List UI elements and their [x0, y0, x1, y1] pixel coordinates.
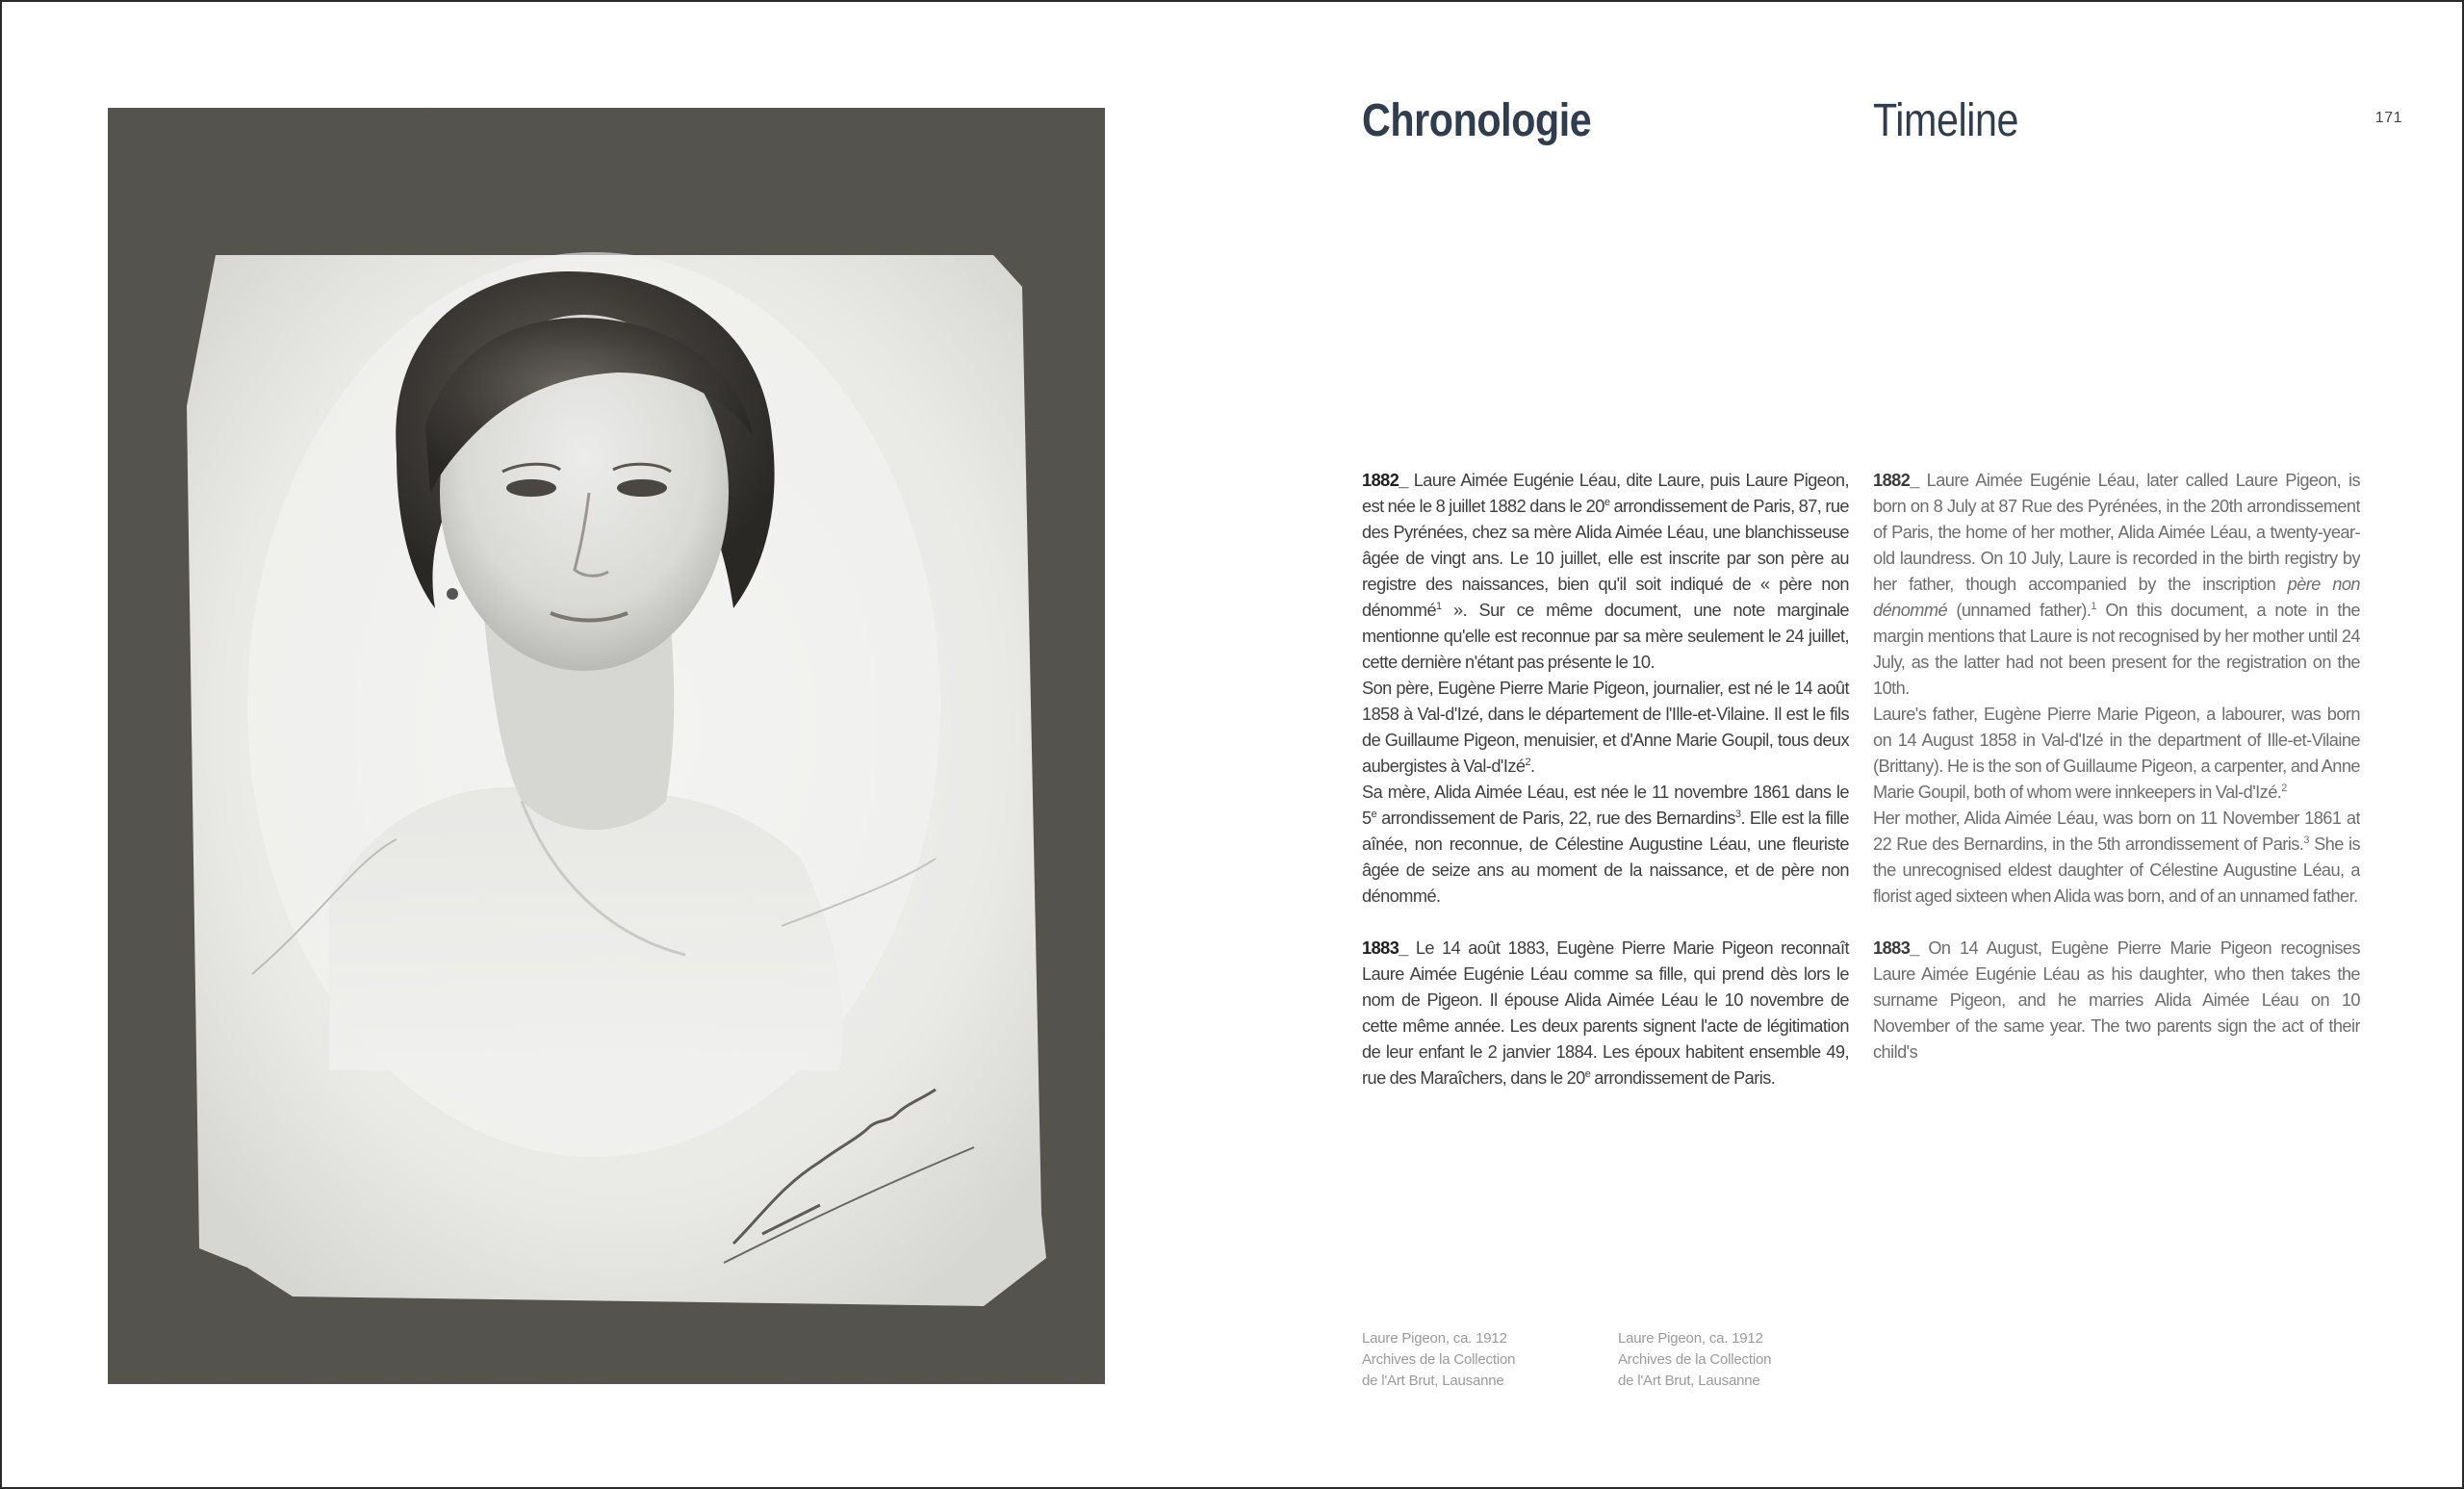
text-run: . Elle est la fille aînée, non reconnue, de Célestine Augustine Léau, une fleuriste âgée de seize ans au moment de la naissance, et de père non dénommé. — [1362, 809, 1849, 906]
footnote-ref: 2 — [1525, 757, 1531, 768]
photo-caption-english — [1618, 1328, 1849, 1392]
caption-line: Archives de la Collection — [1618, 1351, 1772, 1368]
paragraph-1883-en — [1873, 936, 2360, 1065]
text-column-french — [1362, 468, 1849, 1091]
text-run: On this document, a note in the margin mentions that Laure is not recognised by her mother until 24 July, as the latter had not been present for the registration on the 10th. — [1873, 601, 2360, 698]
italic-run: père non dénommé — [1873, 575, 2360, 620]
year-label: 1883_ — [1362, 938, 1408, 958]
text-run: Laure's father, Eugène Pierre Marie Pigeon, a labourer, was born on 14 August 1858 in Val-d'Izé in the department of Ille-et-Vilaine (Brittany). He is the son of Guillaume Pigeon, a carpenter, and Anne Marie Goupil, both of whom were innkeepers in Val-d'Izé. — [1873, 705, 2360, 802]
paragraph-father-fr — [1362, 676, 1849, 780]
year-label: 1882_ — [1873, 471, 1919, 490]
text-run: Son père, Eugène Pierre Marie Pigeon, journalier, est né le 14 août 1858 à Val-d'Izé, dans le département de l'Ille-et-Vilaine. Il est le fils de Guillaume Pigeon, menuisier, et d'Anne Marie Goupil, tous deux aubergistes à Val-d'Izé — [1362, 679, 1849, 776]
paragraph-father-en — [1873, 702, 2360, 806]
text-run: Le 14 août 1883, Eugène Pierre Marie Pigeon reconnaît Laure Aimée Eugénie Léau comme sa fille, qui prend dès lors le nom de Pigeon. Il épouse Alida Aimée Léau le 10 novembre de cette même année. Les deux parents signent l'acte de légitimation de leur enfant le 2 janvier 1884. Les époux habitent ensemble 49, rue des Maraîchers, dans le 20 — [1362, 938, 1849, 1088]
caption-line: de l'Art Brut, Lausanne — [1362, 1373, 1504, 1389]
caption-line: Laure Pigeon, ca. 1912 — [1618, 1330, 1763, 1347]
footnote-ref: 3 — [2303, 834, 2309, 846]
text-run: Her mother, Alida Aimée Léau, was born on 11 November 1861 at 22 Rue des Bernardins, in the 5th arrondissement of Paris. — [1873, 809, 2360, 854]
text-run: Laure Aimée Eugénie Léau, later called Laure Pigeon, is born on 8 July at 87 Rue des Pyrénées, in the 20th arrondissement of Paris, the home of her mother, Alida Aimée Léau, a twenty-year-old laundress. On 10 July, Laure is recorded in the birth registry by her father, though accompanied by the inscription — [1873, 471, 2360, 594]
footnote-ref: 1 — [1436, 601, 1442, 612]
caption-line: Laure Pigeon, ca. 1912 — [1362, 1330, 1507, 1347]
caption-line: Archives de la Collection — [1362, 1351, 1516, 1368]
text-run: ». Sur ce même document, une note marginale mentionne qu'elle est reconnue par sa mère seulement le 24 juillet, cette dernière n'étant pas présente le 10. — [1362, 601, 1849, 672]
text-run: arrondissement de Paris, 22, rue des Bernardins — [1376, 809, 1735, 828]
portrait-photograph — [108, 108, 1105, 1384]
photo-caption-french — [1362, 1328, 1593, 1392]
text-run: Sa mère, Alida Aimée Léau, est née le 11 novembre 1861 dans le 5 — [1362, 783, 1849, 828]
paragraph-1882-fr — [1362, 468, 1849, 676]
title-english: Timeline — [1873, 95, 2019, 146]
footnote-ref: 3 — [1734, 809, 1741, 820]
caption-line: de l'Art Brut, Lausanne — [1618, 1373, 1760, 1389]
footnote-ref: 2 — [2281, 783, 2287, 794]
portrait-illustration — [108, 108, 1105, 1384]
text-column-english — [1873, 468, 2360, 1093]
paragraph-1883-fr — [1362, 936, 1849, 1091]
text-run: Laure Aimée Eugénie Léau, dite Laure, puis Laure Pigeon, est née le 8 juillet 1882 dans le 20 — [1362, 471, 1849, 516]
year-label: 1882_ — [1362, 471, 1408, 490]
page-number: 171 — [2374, 110, 2402, 126]
text-run: arrondissement de Paris. — [1590, 1068, 1776, 1088]
paragraph-mother-fr — [1362, 780, 1849, 910]
text-run: (unnamed father). — [1947, 601, 2092, 620]
footnote-ref: 1 — [2091, 601, 2096, 612]
paragraph-1882-en — [1873, 468, 2360, 702]
text-run: . — [1530, 757, 1535, 776]
superscript: e — [1604, 497, 1610, 508]
superscript: e — [1371, 809, 1377, 820]
paragraph-gap — [1873, 910, 2360, 936]
paragraph-mother-en — [1873, 806, 2360, 910]
superscript: e — [1584, 1068, 1591, 1080]
paragraph-gap — [1362, 910, 1849, 936]
year-label: 1883_ — [1873, 938, 1919, 958]
text-run: arrondissement de Paris, 87, rue des Pyrénées, chez sa mère Alida Aimée Léau, une blanchisseuse âgée de vingt ans. Le 10 juillet, elle est inscrite par son père au registre des naissances, bien qu'il soit indiqué de « père non dénommé — [1362, 497, 1850, 620]
title-french: Chronologie — [1362, 95, 1592, 146]
text-run: On 14 August, Eugène Pierre Marie Pigeon recognises Laure Aimée Eugénie Léau as his daughter, who then takes the surname Pigeon, and he marries Alida Aimée Léau on 10 November of the same year. The two parents sign the act of their child's — [1873, 938, 2360, 1062]
text-run: She is the unrecognised eldest daughter of Célestine Augustine Léau, a florist aged sixteen when Alida was born, and of an unnamed father. — [1873, 834, 2360, 906]
